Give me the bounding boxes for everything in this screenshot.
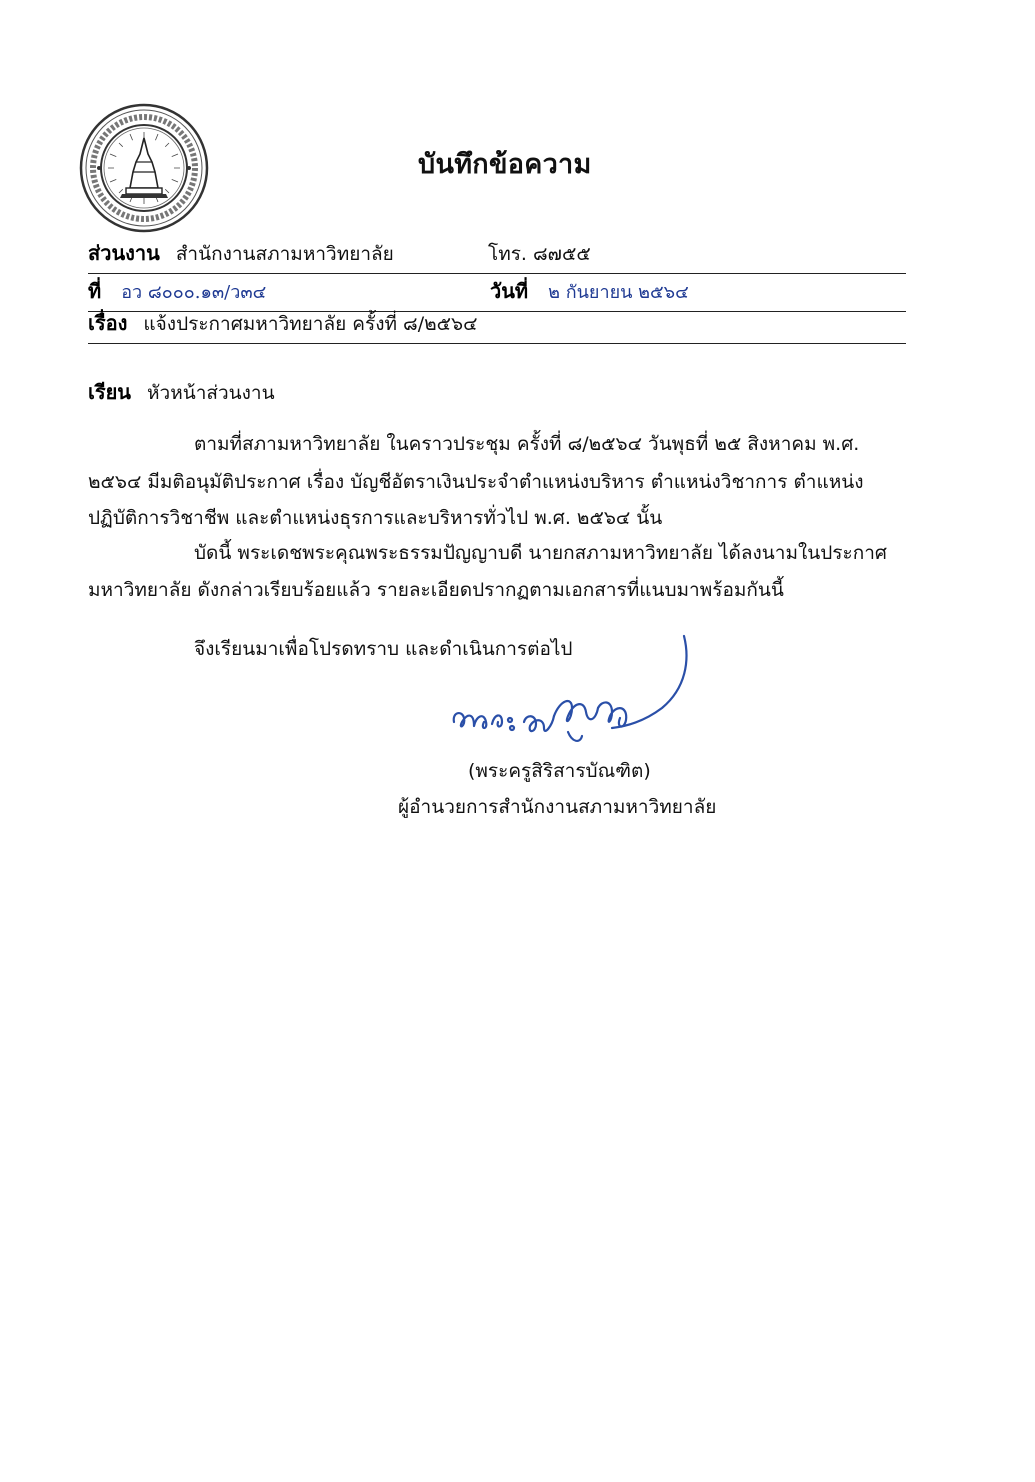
department-label: ส่วนงาน (88, 241, 160, 265)
date-value: ๒ กันยายน ๒๕๖๔ (548, 282, 689, 303)
reference-label: ที่ (88, 279, 102, 303)
university-seal-icon (78, 102, 210, 234)
signer-name: (พระครูสิริสารบัณฑิต) (468, 760, 651, 782)
field-underline (88, 273, 906, 274)
body-paragraph-1-line: ๒๕๖๔ มีมติอนุมัติประกาศ เรื่อง บัญชีอัตราเงินประจำตำแหน่งบริหาร ตำแหน่งวิชาการ ตำแหน่ง (88, 471, 864, 493)
salutation-value: หัวหน้าส่วนงาน (147, 382, 275, 404)
body-paragraph-1-line: ตามที่สภามหาวิทยาลัย ในคราวประชุม ครั้งที่ ๘/๒๕๖๔ วันพุธที่ ๒๕ สิงหาคม พ.ศ. (194, 433, 860, 455)
subject-label: เรื่อง (88, 311, 128, 335)
subject-value: แจ้งประกาศมหาวิทยาลัย ครั้งที่ ๘/๒๕๖๔ (143, 313, 478, 335)
body-paragraph-2-line: บัดนี้ พระเดชพระคุณพระธรรมปัญญาบดี นายกสภามหาวิทยาลัย ได้ลงนามในประกาศ (194, 542, 887, 564)
reference-value: อว ๘๐๐๐.๑๓/ว๓๔ (121, 282, 267, 303)
handwritten-signature (440, 630, 700, 760)
department-value: สำนักงานสภามหาวิทยาลัย (175, 243, 394, 265)
body-paragraph-1-line: ปฏิบัติการวิชาชีพ และตำแหน่งธุรการและบริหารทั่วไป พ.ศ. ๒๕๖๔ นั้น (88, 507, 663, 529)
closing-line: จึงเรียนมาเพื่อโปรดทราบ และดำเนินการต่อไป (194, 638, 573, 660)
salutation (88, 376, 275, 408)
field-underline (88, 343, 906, 344)
signer-position: ผู้อำนวยการสำนักงานสภามหาวิทยาลัย (398, 796, 717, 818)
document-title: บันทึกข้อความ (418, 149, 592, 180)
date-label: วันที่ (490, 279, 529, 303)
salutation-label: เรียน (88, 380, 131, 404)
subject-row (88, 310, 906, 344)
department-row (88, 240, 906, 274)
body-paragraph-2-line: มหาวิทยาลัย ดังกล่าวเรียบร้อยแล้ว รายละเอียดปรากฏตามเอกสารที่แนบมาพร้อมกันนี้ (88, 579, 784, 601)
phone-value: โทร. ๘๗๕๕ (488, 243, 591, 265)
